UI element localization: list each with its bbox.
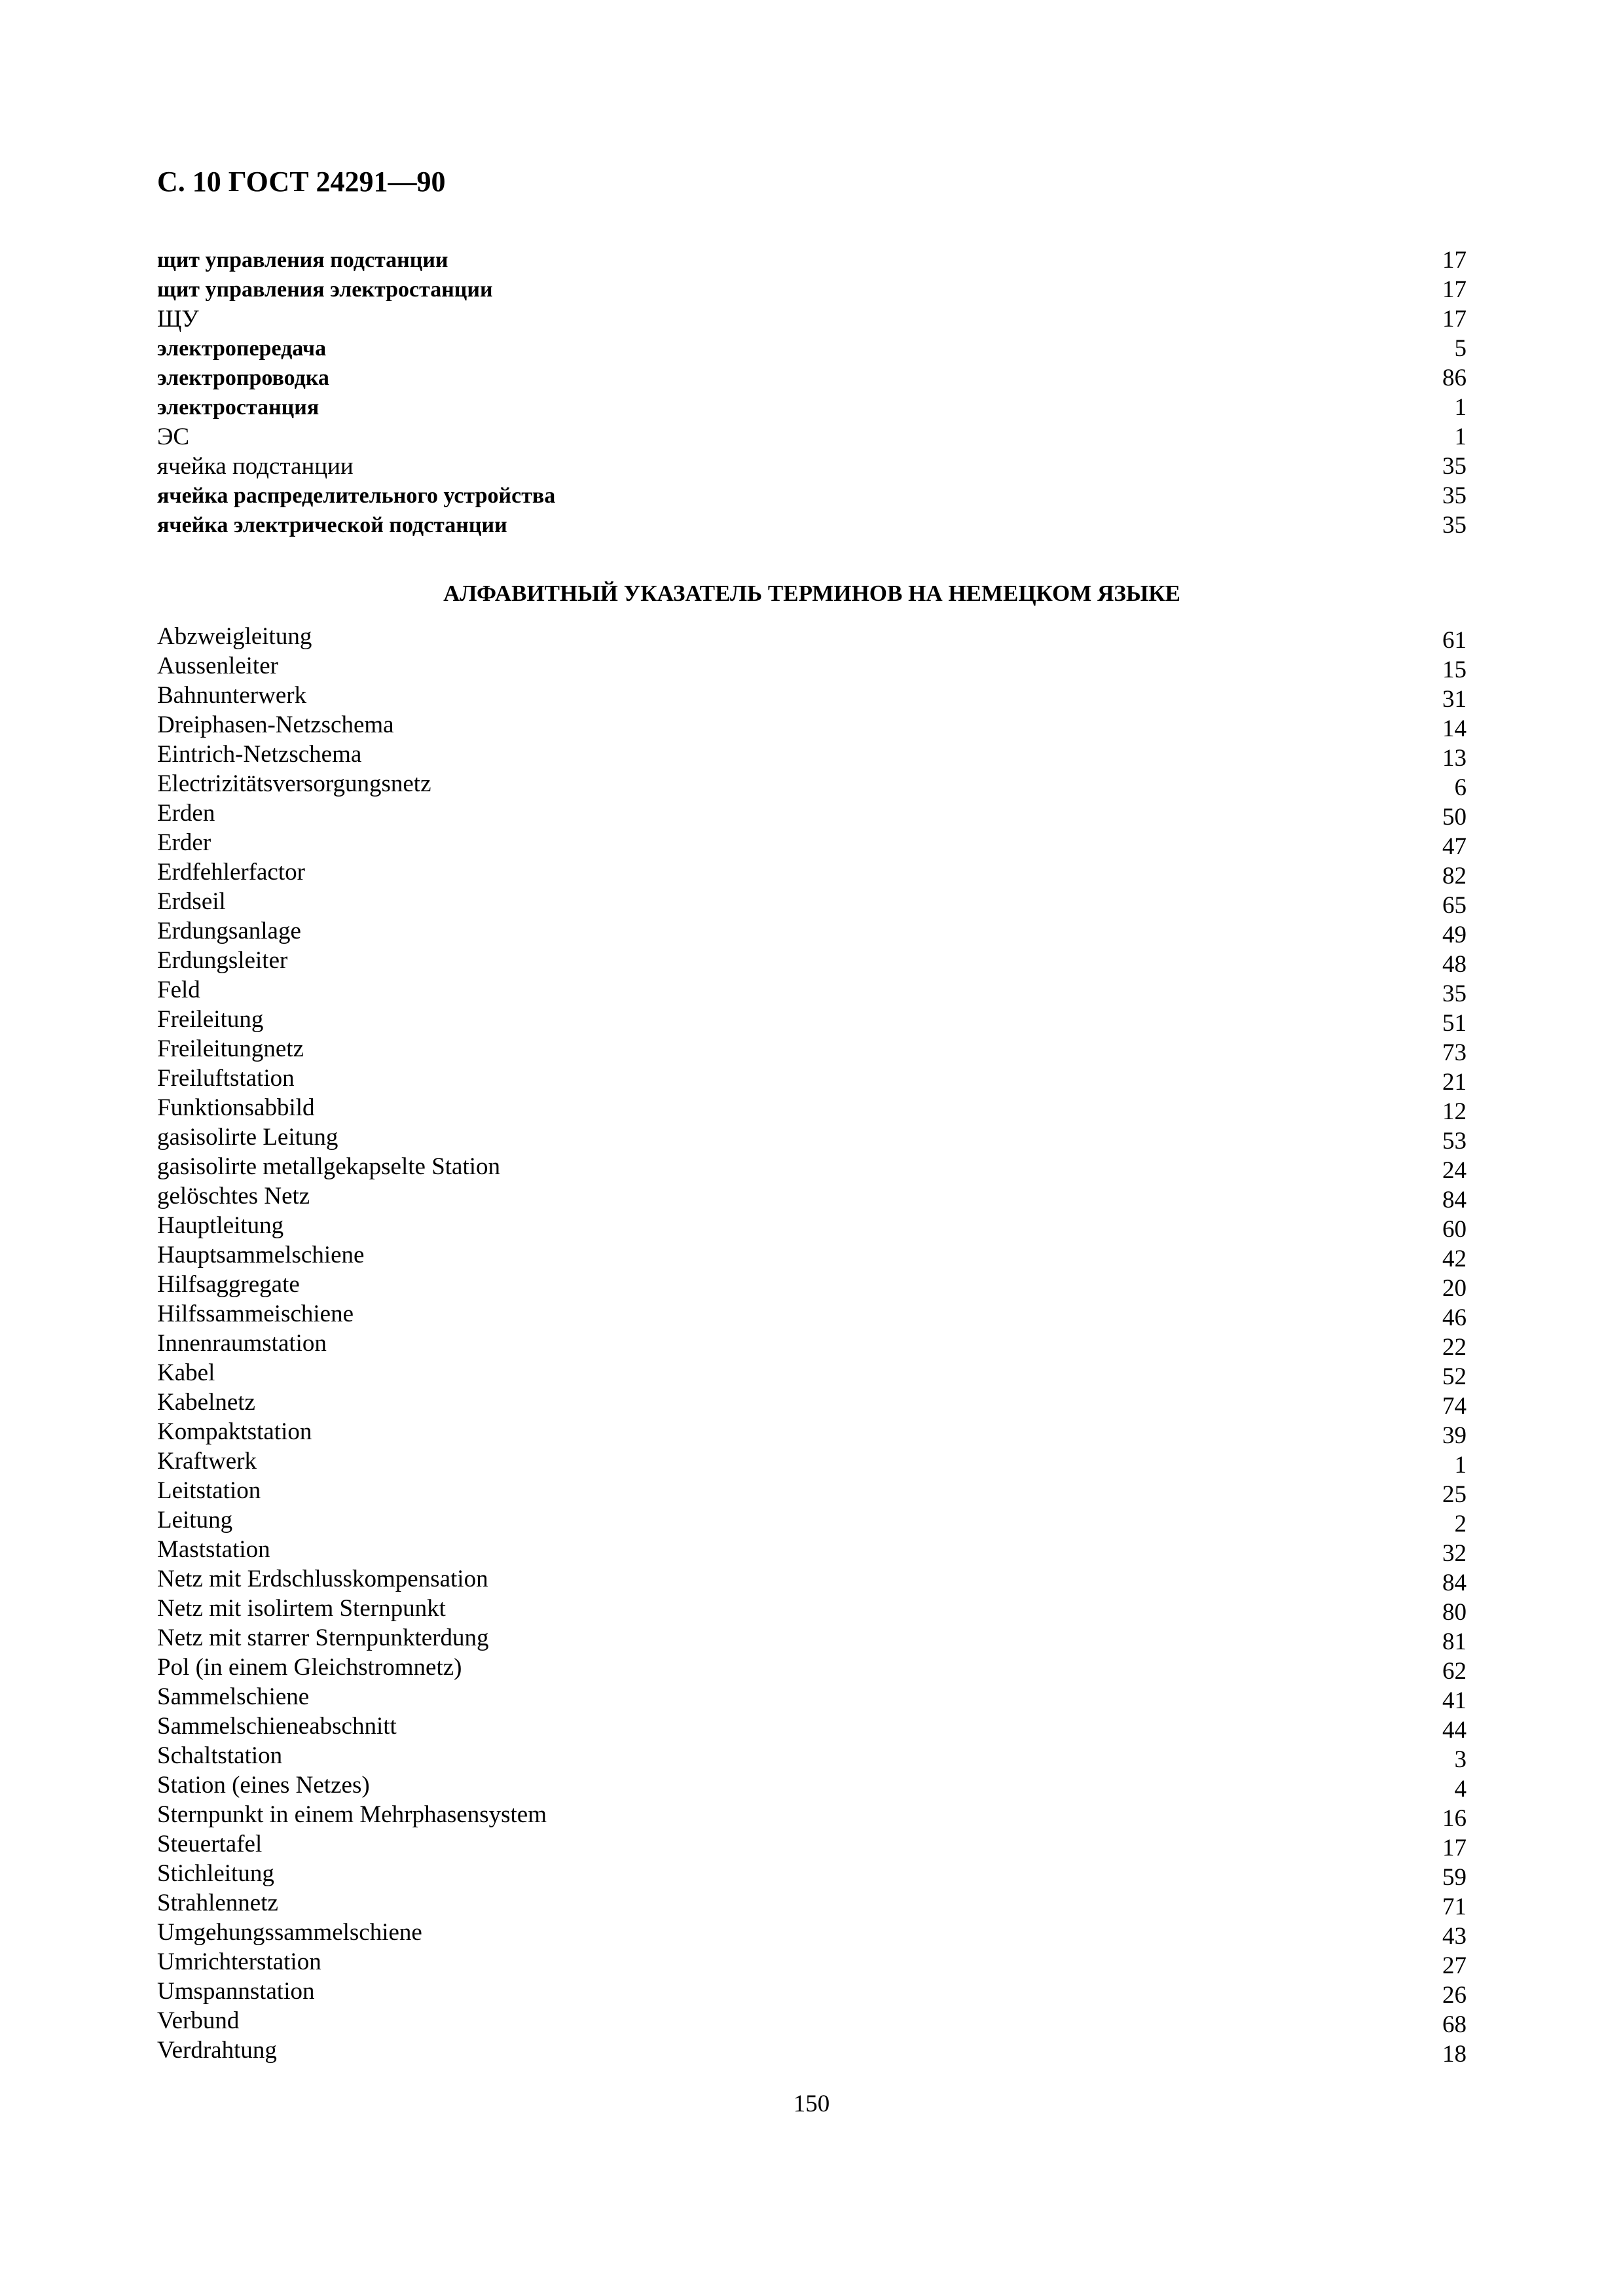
index-term: Bahnunterwerk xyxy=(157,682,307,709)
index-term-number: 26 xyxy=(1442,1982,1467,2009)
index-term-number: 15 xyxy=(1442,656,1467,683)
index-term-number: 20 xyxy=(1442,1275,1467,1302)
german-index-row xyxy=(157,1240,1467,1270)
german-term-index xyxy=(157,622,1467,2068)
german-index-row xyxy=(157,1623,1467,1653)
index-term-number: 35 xyxy=(1442,453,1467,480)
index-term: Station (eines Netzes) xyxy=(157,1772,370,1799)
german-index-row xyxy=(157,2036,1467,2068)
german-index-row xyxy=(157,916,1467,946)
index-term-number: 27 xyxy=(1442,1952,1467,1979)
index-term-number: 18 xyxy=(1442,2041,1467,2068)
index-term: Erdungsleiter xyxy=(157,947,288,974)
index-term: ЩУ xyxy=(157,306,199,332)
index-term: Sternpunkt in einem Mehrphasensystem xyxy=(157,1801,547,1828)
german-index-row xyxy=(157,1829,1467,1859)
german-index-row xyxy=(157,798,1467,831)
index-term: Strahlennetz xyxy=(157,1890,278,1916)
index-term-number: 22 xyxy=(1442,1334,1467,1361)
index-term: Kabelnetz xyxy=(157,1389,255,1416)
index-term: ячейка электрической подстанции xyxy=(157,513,507,537)
index-term: Schaltstation xyxy=(157,1742,283,1769)
index-term-number: 1 xyxy=(1454,1452,1467,1479)
german-index-row xyxy=(157,828,1467,860)
index-term: Verbund xyxy=(157,2007,240,2034)
german-index-row xyxy=(157,1299,1467,1329)
german-index-row xyxy=(157,946,1467,978)
index-term-number: 60 xyxy=(1442,1216,1467,1243)
index-term-number: 48 xyxy=(1442,951,1467,978)
german-index-row xyxy=(157,975,1467,1005)
german-index-row xyxy=(157,622,1467,654)
index-term-number: 65 xyxy=(1442,892,1467,919)
index-term: Feld xyxy=(157,977,200,1003)
russian-index-row xyxy=(157,393,1467,422)
index-term-number: 73 xyxy=(1442,1039,1467,1066)
page-header: С. 10 ГОСТ 24291—90 xyxy=(157,166,446,198)
index-term-number: 5 xyxy=(1454,335,1467,362)
index-term-number: 16 xyxy=(1442,1805,1467,1832)
index-term: Leitstation xyxy=(157,1477,261,1504)
german-index-row xyxy=(157,1122,1467,1155)
german-index-row xyxy=(157,1859,1467,1891)
index-term: Electrizitätsversorgungsnetz xyxy=(157,770,431,797)
index-term: Erdseil xyxy=(157,888,226,915)
index-term: Eintrich-Netzschema xyxy=(157,741,362,768)
german-index-row xyxy=(157,1446,1467,1479)
index-term: Erden xyxy=(157,800,215,827)
index-term-number: 51 xyxy=(1442,1010,1467,1037)
index-term: Innenraumstation xyxy=(157,1330,327,1357)
russian-index-row xyxy=(157,245,1467,275)
index-term: Pol (in einem Gleichstromnetz) xyxy=(157,1654,462,1681)
german-index-row xyxy=(157,1888,1467,1918)
index-term-number: 35 xyxy=(1442,482,1467,509)
german-index-row xyxy=(157,1682,1467,1712)
index-term-number: 17 xyxy=(1442,247,1467,274)
index-term-number: 61 xyxy=(1442,627,1467,654)
index-term-number: 17 xyxy=(1442,306,1467,332)
russian-index-row xyxy=(157,304,1467,334)
russian-index-row xyxy=(157,275,1467,304)
index-term-number: 47 xyxy=(1442,833,1467,860)
index-term-number: 53 xyxy=(1442,1128,1467,1155)
index-term: Abzweigleitung xyxy=(157,623,312,650)
german-index-row xyxy=(157,1329,1467,1361)
index-term: Sammelschiene xyxy=(157,1683,310,1710)
index-term: ячейка распределительного устройства xyxy=(157,484,556,508)
russian-term-index xyxy=(157,245,1467,540)
index-term: Verdrahtung xyxy=(157,2037,277,2064)
index-term: ячейка подстанции xyxy=(157,453,354,480)
index-term: Erdungsanlage xyxy=(157,918,301,944)
german-index-row xyxy=(157,1093,1467,1125)
index-term: Netz mit starrer Sternpunkterdung xyxy=(157,1624,489,1651)
index-term: Umrichterstation xyxy=(157,1948,321,1975)
index-term: электростанция xyxy=(157,395,319,420)
index-term: Hilfssammeischiene xyxy=(157,1300,354,1327)
index-term-number: 52 xyxy=(1442,1363,1467,1390)
german-index-row xyxy=(157,1034,1467,1064)
index-term-number: 17 xyxy=(1442,276,1467,303)
index-term: Stichleitung xyxy=(157,1860,274,1887)
index-term-number: 86 xyxy=(1442,365,1467,391)
index-term-number: 82 xyxy=(1442,863,1467,889)
index-term-number: 32 xyxy=(1442,1540,1467,1567)
index-term-number: 39 xyxy=(1442,1422,1467,1449)
index-term-number: 1 xyxy=(1454,423,1467,450)
index-term-number: 42 xyxy=(1442,1246,1467,1272)
german-index-row xyxy=(157,1064,1467,1096)
german-index-row xyxy=(157,1712,1467,1744)
german-index-row xyxy=(157,2006,1467,2036)
german-index-row xyxy=(157,1358,1467,1388)
index-term: Kabel xyxy=(157,1359,215,1386)
german-index-row xyxy=(157,1476,1467,1508)
russian-index-row xyxy=(157,511,1467,540)
german-index-row xyxy=(157,1564,1467,1594)
german-index-row xyxy=(157,1535,1467,1567)
german-index-row xyxy=(157,1594,1467,1626)
russian-index-row xyxy=(157,452,1467,481)
index-term-number: 1 xyxy=(1454,394,1467,421)
index-term: Kompaktstation xyxy=(157,1418,312,1445)
index-term: Hilfsaggregate xyxy=(157,1271,300,1298)
index-term: Freileitungnetz xyxy=(157,1035,304,1062)
index-term-number: 43 xyxy=(1442,1923,1467,1950)
german-index-row xyxy=(157,1947,1467,1977)
german-index-row xyxy=(157,1741,1467,1773)
page-number: 150 xyxy=(793,2090,830,2117)
russian-index-row xyxy=(157,422,1467,452)
german-index-row xyxy=(157,857,1467,887)
index-term-number: 59 xyxy=(1442,1864,1467,1891)
index-term-number: 3 xyxy=(1454,1746,1467,1773)
german-index-row xyxy=(157,740,1467,772)
index-term-number: 35 xyxy=(1442,512,1467,539)
index-term: ЭС xyxy=(157,423,190,450)
index-term-number: 25 xyxy=(1442,1481,1467,1508)
german-index-row xyxy=(157,1977,1467,2009)
german-index-row xyxy=(157,1211,1467,1243)
index-term: Hauptsammelschiene xyxy=(157,1242,365,1268)
german-index-row xyxy=(157,710,1467,740)
index-term: щит управления подстанции xyxy=(157,248,448,272)
index-term: Hauptleitung xyxy=(157,1212,284,1239)
index-term: Netz mit isolirtem Sternpunkt xyxy=(157,1595,446,1622)
index-term-number: 31 xyxy=(1442,686,1467,713)
index-term-number: 44 xyxy=(1442,1717,1467,1744)
index-term-number: 41 xyxy=(1442,1687,1467,1714)
index-term-number: 49 xyxy=(1442,922,1467,948)
german-index-row xyxy=(157,1270,1467,1302)
german-index-row xyxy=(157,1505,1467,1535)
german-index-row xyxy=(157,1417,1467,1449)
german-index-row xyxy=(157,651,1467,681)
index-term-number: 74 xyxy=(1442,1393,1467,1420)
index-term: Maststation xyxy=(157,1536,270,1563)
german-index-row xyxy=(157,681,1467,713)
index-term: Netz mit Erdschlusskompensation xyxy=(157,1566,488,1592)
index-term-number: 50 xyxy=(1442,804,1467,831)
index-term-number: 2 xyxy=(1454,1511,1467,1537)
index-term: Kraftwerk xyxy=(157,1448,257,1475)
index-term-number: 24 xyxy=(1442,1157,1467,1184)
index-term: Sammelschieneabschnitt xyxy=(157,1713,397,1740)
index-term: gasisolirte metallgekapselte Station xyxy=(157,1153,501,1180)
german-index-row xyxy=(157,769,1467,801)
german-index-row xyxy=(157,1152,1467,1184)
index-term-number: 13 xyxy=(1442,745,1467,772)
german-index-row xyxy=(157,887,1467,919)
index-term: gasisolirte Leitung xyxy=(157,1124,338,1151)
index-term-number: 68 xyxy=(1442,2011,1467,2038)
index-term: Freileitung xyxy=(157,1006,264,1033)
german-index-row xyxy=(157,1005,1467,1037)
index-term-number: 84 xyxy=(1442,1570,1467,1596)
index-term: Steuertafel xyxy=(157,1831,263,1857)
index-term: gelöschtes Netz xyxy=(157,1183,310,1210)
index-term: Freiluftstation xyxy=(157,1065,295,1092)
index-term-number: 46 xyxy=(1442,1304,1467,1331)
index-term: Umgehungssammelschiene xyxy=(157,1919,422,1946)
russian-index-row xyxy=(157,481,1467,511)
index-term: Umspannstation xyxy=(157,1978,315,2005)
index-term-number: 84 xyxy=(1442,1187,1467,1213)
german-index-row xyxy=(157,1388,1467,1420)
german-index-row xyxy=(157,1653,1467,1685)
index-term-number: 21 xyxy=(1442,1069,1467,1096)
german-index-row xyxy=(157,1918,1467,1950)
index-term-number: 62 xyxy=(1442,1658,1467,1685)
index-term: Erder xyxy=(157,829,211,856)
index-term-number: 71 xyxy=(1442,1893,1467,1920)
index-term-number: 81 xyxy=(1442,1628,1467,1655)
german-index-row xyxy=(157,1800,1467,1832)
index-term-number: 6 xyxy=(1454,774,1467,801)
index-term-number: 14 xyxy=(1442,715,1467,742)
russian-index-row xyxy=(157,363,1467,393)
index-term-number: 12 xyxy=(1442,1098,1467,1125)
index-term-number: 80 xyxy=(1442,1599,1467,1626)
german-index-row xyxy=(157,1770,1467,1803)
index-term-number: 35 xyxy=(1442,980,1467,1007)
index-term: Dreiphasen-Netzschema xyxy=(157,711,394,738)
index-term: Funktionsabbild xyxy=(157,1094,315,1121)
index-term: Aussenleiter xyxy=(157,653,278,679)
russian-index-row xyxy=(157,334,1467,363)
index-term: электропроводка xyxy=(157,366,329,390)
index-term: щит управления электростанции xyxy=(157,278,493,302)
index-term: Erdfehlerfactor xyxy=(157,859,305,886)
german-index-title: АЛФАВИТНЫЙ УКАЗАТЕЛЬ ТЕРМИНОВ НА НЕМЕЦКОМ ЯЗЫКЕ xyxy=(443,581,1180,606)
index-term: электропередача xyxy=(157,336,327,361)
index-term-number: 17 xyxy=(1442,1835,1467,1861)
german-index-row xyxy=(157,1181,1467,1211)
index-term-number: 4 xyxy=(1454,1776,1467,1803)
index-term: Leitung xyxy=(157,1507,233,1534)
